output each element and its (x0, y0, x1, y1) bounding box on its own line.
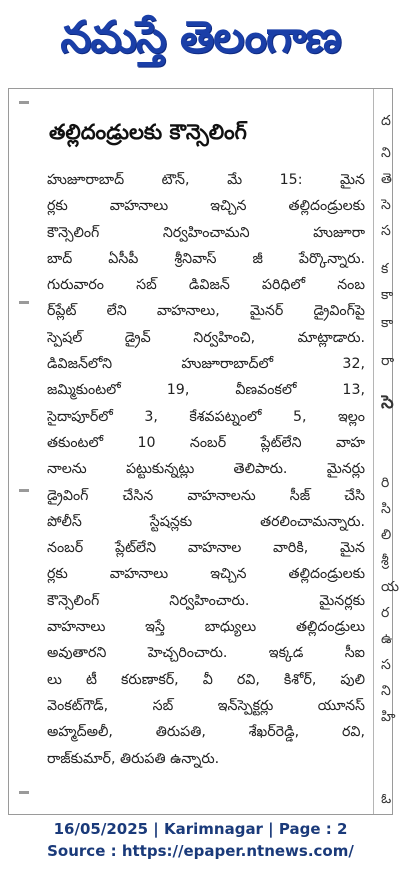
adjacent-column-char: రి (381, 475, 390, 491)
adjacent-column-char: య (381, 579, 400, 595)
adjacent-column-char: తె (381, 171, 392, 187)
article-line: తకుంటలో 10 నంబర్ ప్లేట్‌లేని వాహ (47, 434, 365, 451)
article-line: హుజూరాబాద్ టౌన్, మే 15: మైన (47, 172, 365, 188)
article-headline: తల్లిదండ్రులకు కౌన్సెలింగ్ (49, 120, 247, 144)
article-body (47, 167, 365, 772)
adjacent-column-char: ఓ (381, 791, 392, 807)
column-divider (373, 89, 374, 814)
article-line: ర్లకు వాహనాలు ఇచ్చిన తల్లిదండ్రులకు (47, 198, 365, 215)
adjacent-column-char: క (381, 261, 389, 277)
adjacent-column-char: ద (381, 113, 391, 129)
adjacent-column-char: సి (381, 501, 391, 517)
article-line: కౌన్సెలింగ్ నిర్వహించామని హుజూరా (47, 224, 365, 241)
adjacent-column-char: హి (381, 709, 396, 725)
adjacent-column-char: ఉ (381, 631, 393, 647)
margin-tick (19, 101, 29, 104)
article-line: వెంకట్‌గౌడ్, సబ్ ఇన్‌స్పెక్టర్లు యూనస్ (47, 697, 365, 714)
margin-tick (19, 301, 29, 304)
article-line: జమ్మికుంటలో 19, వీణవంకలో 13, (47, 382, 365, 399)
adjacent-column-char: స (381, 657, 391, 673)
article-line: నంబర్ ప్లేట్‌లేని వాహనాల వారికి, మైన (47, 540, 365, 557)
adjacent-column-char: రా (381, 353, 395, 369)
article-line: గురువారం సబ్ డివిజన్ పరిధిలో నంబ (47, 277, 365, 294)
adjacent-column-char: సె (381, 197, 391, 213)
article-line: సైదాపూర్‌లో 3, కేశవపట్నంలో 5, ఇల్లం (47, 408, 365, 425)
left-margin-strip (9, 89, 41, 814)
adjacent-column-char: కా (381, 315, 394, 331)
clipping-frame (8, 88, 400, 815)
article-line: అవుతారని హెచ్చరించారు. ఇక్కడ సీఐ (47, 645, 365, 662)
masthead (0, 0, 401, 80)
adjacent-column-char: స (381, 223, 391, 239)
date-edition-page: 16/05/2025 | Karimnagar | Page : 2 (53, 820, 348, 838)
source-url[interactable]: Source : https://epaper.ntnews.com/ (47, 842, 354, 860)
adjacent-column-heading-char: సె (381, 392, 394, 413)
article-line: బాద్ ఏసీపీ శ్రీనివాస్ జీ పేర్కొన్నారు. (47, 250, 365, 267)
adjacent-column-char: లి (381, 527, 392, 543)
article-line: పోలీస్ స్టేషన్లకు తరలించామన్నారు. (47, 513, 365, 530)
margin-tick (19, 791, 29, 794)
margin-tick (19, 489, 29, 492)
article-line: కౌన్సెలింగ్ నిర్వహించారు. మైనర్లకు (47, 592, 365, 609)
adjacent-column-char: ర (381, 605, 390, 621)
article-line: ర్లకు వాహనాలు ఇచ్చిన తల్లిదండ్రులకు (47, 566, 365, 583)
adjacent-column-fragment (381, 89, 401, 814)
article-line: నాలను పట్టుకున్నట్లు తెలిపారు. మైనర్లు (47, 461, 365, 478)
article-line: డివిజన్‌లోని హుజూరాబాద్‌లో 32, (47, 356, 365, 373)
adjacent-column-char: శ్రీ (381, 553, 389, 569)
article-line: స్పెషల్ డ్రైవ్ నిర్వహించి, మాట్లాడారు. (47, 329, 365, 346)
newspaper-title: నమస్తే తెలంగాణ (60, 12, 341, 63)
article (47, 89, 365, 814)
article-line: అహ్మద్‌అలీ, తిరుపతి, శేఖర్‌రెడ్డి, రవి, (47, 724, 365, 741)
adjacent-column-char: ని (381, 145, 391, 161)
article-line: డ్రైవింగ్ చేసిన వాహనాలను సీజ్ చేసి (47, 487, 365, 504)
article-line: వాహనాలు ఇస్తే బాధ్యులు తల్లిదండ్రులు (47, 619, 365, 636)
adjacent-column-char: కా (381, 287, 394, 303)
article-line: ర్‌ప్లేట్ లేని వాహనాలు, మైనర్ డ్రైవింగ్‌పై (47, 303, 365, 320)
clipping-footer (0, 818, 401, 862)
article-line: రాజ్‌కుమార్, తిరుపతి ఉన్నారు. (47, 750, 220, 767)
article-line: లు టీ కరుణాకర్, వీ రవి, కిశోర్, పులి (47, 671, 365, 688)
adjacent-column-char: ని (381, 683, 391, 699)
